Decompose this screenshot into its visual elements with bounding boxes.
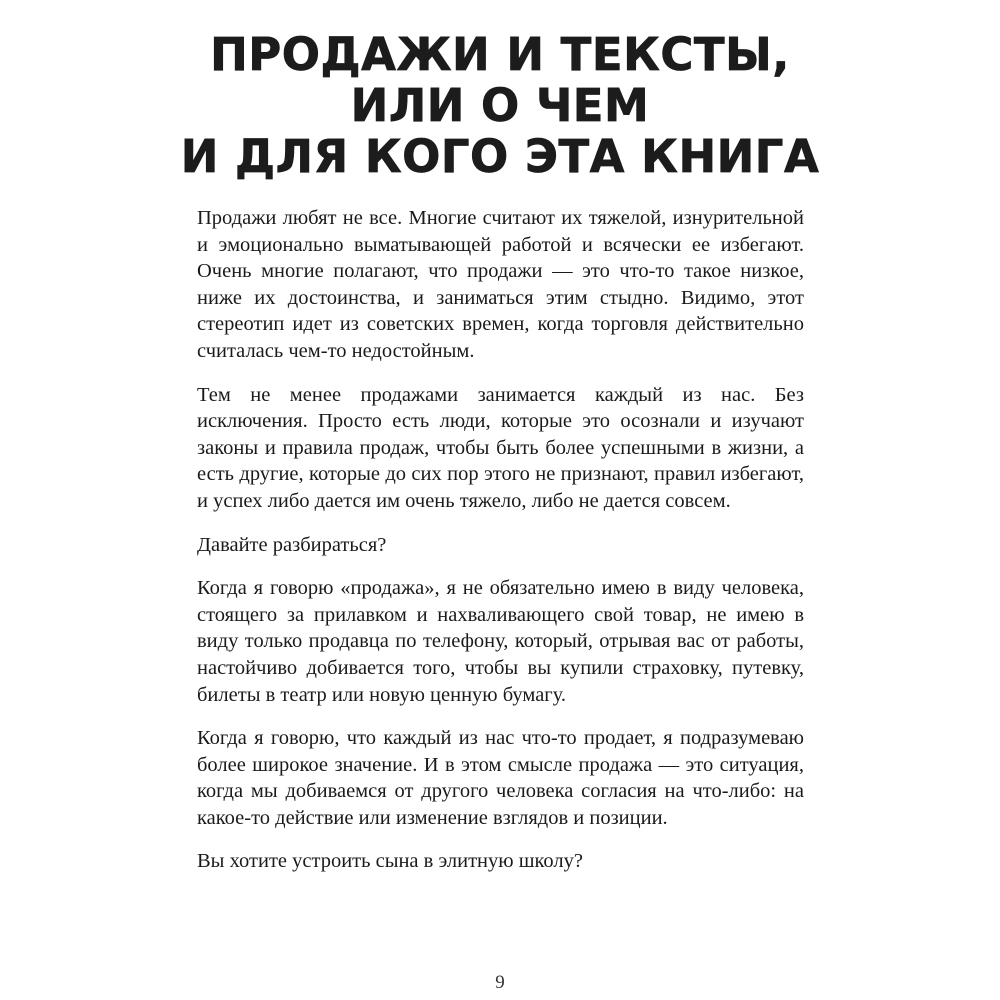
- chapter-title: [0, 29, 1000, 182]
- chapter-title-line-2: ИЛИ О ЧЕМ: [350, 79, 650, 133]
- body-paragraph: Продажи любят не все. Многие считают их тяжелой, изнурительной и эмоционально выматывающей работой и всячески ее избегают. Очень многие полагают, что продажи — это что-то такое низкое, ниже их достоинства, и заниматься этим стыдно. Видимо, этот стереотип идет из советских времен, когда торговля действительно считалась чем-то недостойным.: [197, 207, 804, 362]
- chapter-title-line-3: И ДЛЯ КОГО ЭТА КНИГА: [180, 130, 820, 184]
- page-number: 9: [495, 972, 505, 993]
- body-paragraph: Давайте разбираться?: [197, 533, 387, 556]
- body-paragraph: Вы хотите устроить сына в элитную школу?: [197, 850, 583, 873]
- body-text-column: [197, 205, 804, 875]
- chapter-title-line-1: ПРОДАЖИ И ТЕКСТЫ,: [210, 28, 790, 82]
- body-paragraph: Когда я говорю «продажа», я не обязательно имею в виду человека, стоящего за прилавком и нахваливающего свой товар, не имею в виду только продавца по телефону, который, отрывая вас от работы, настойчиво добивается того, чтобы вы купили страховку, путевку, билеты в театр или новую ценную бумагу.: [197, 577, 804, 706]
- body-paragraph: Когда я говорю, что каждый из нас что-то продает, я подразумеваю более широкое значение. И в этом смысле продажа — это ситуация, когда мы добиваемся от другого человека согласия на что-либо: на какое-то действие или изменение взглядов и позиции.: [197, 727, 804, 829]
- body-paragraph: Тем не менее продажами занимается каждый из нас. Без исключения. Просто есть люди, которые это осознали и изучают законы и правила продаж, чтобы быть более успешными в жизни, а есть другие, которые до сих пор этого не признают, правил избегают, и успех либо дается им очень тяжело, либо не дается совсем.: [197, 383, 804, 512]
